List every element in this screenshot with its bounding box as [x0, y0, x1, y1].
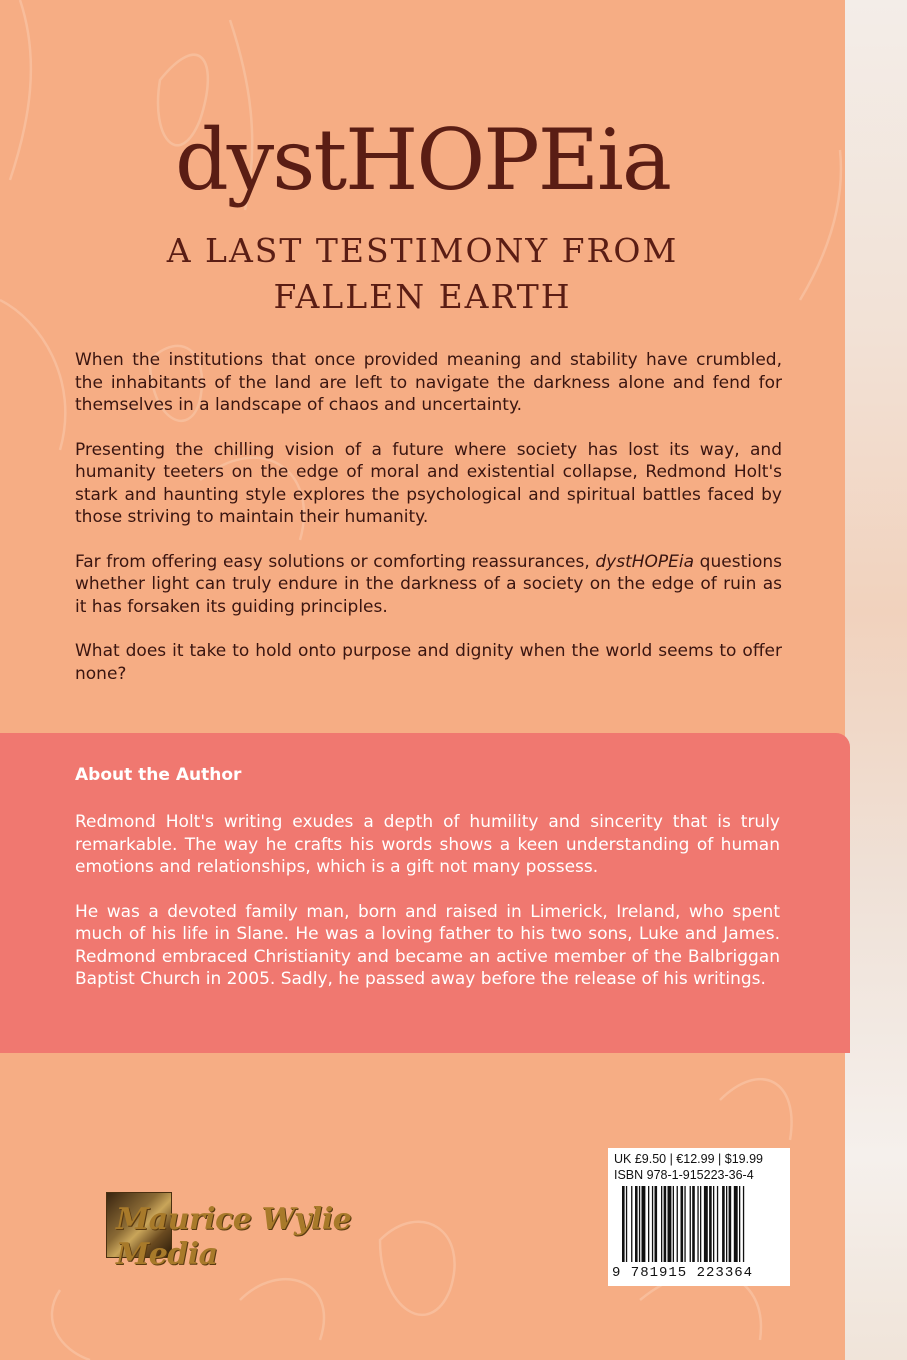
- blurb-paragraph-4: What does it take to hold onto purpose and dignity when the world seems to offer none?: [75, 641, 782, 684]
- blurb-p3-title: dystHOPEia: [595, 551, 695, 572]
- subtitle-line-1: A LAST TESTIMONY FROM: [166, 231, 679, 270]
- blurb-paragraph-2: Presenting the chilling vision of a future where society has lost its way, and humanity teeters on the edge of moral and existential collapse, Redmond Holt's stark and haunting style explores the psychological and spiritual battles faced by those striving to maintain their humanity.: [75, 439, 782, 527]
- author-bio: [75, 811, 780, 1013]
- about-author-panel: [0, 733, 850, 1053]
- publisher-name: Maurice Wylie Media: [116, 1202, 352, 1272]
- blurb-p3-end: questions whether light can truly endure in the darkness of a society on the edge of ruin as it has forsaken its guiding principles.: [75, 551, 782, 617]
- about-author-heading: About the Author: [75, 765, 242, 785]
- blurb: [75, 349, 782, 707]
- publisher-logo: [106, 1192, 416, 1272]
- barcode-box: [608, 1148, 790, 1286]
- barcode-digits: 9 781915 223364: [612, 1265, 754, 1281]
- price-line: UK £9.50 | €12.99 | $19.99: [614, 1152, 763, 1166]
- blurb-p3-start: Far from offering easy solutions or comforting reassurances,: [75, 551, 596, 572]
- blurb-paragraph-3: [75, 551, 782, 619]
- blurb-paragraph-1: When the institutions that once provided meaning and stability have crumbled, the inhabitants of the land are left to navigate the darkness alone and fend for themselves in a landscape of chaos and uncertainty.: [75, 350, 782, 415]
- author-bio-paragraph-1: Redmond Holt's writing exudes a depth of humility and sincerity that is truly remarkable. The way he crafts his words shows a keen understanding of human emotions and relationships, which is a gift not many possess.: [75, 812, 780, 877]
- book-title: dystHOPEia: [175, 111, 670, 209]
- book-subtitle: [0, 228, 845, 320]
- isbn-line: ISBN 978-1-915223-36-4: [614, 1168, 754, 1182]
- barcode-bars: [608, 1186, 790, 1266]
- author-bio-paragraph-2: He was a devoted family man, born and raised in Limerick, Ireland, who spent much of his life in Slane. He was a loving father to his two sons, Luke and James. Redmond embraced Christianity and became an active member of the Balbriggan Baptist Church in 2005. Sadly, he passed away before the release of his writings.: [75, 901, 780, 989]
- subtitle-line-2: FALLEN EARTH: [273, 277, 572, 316]
